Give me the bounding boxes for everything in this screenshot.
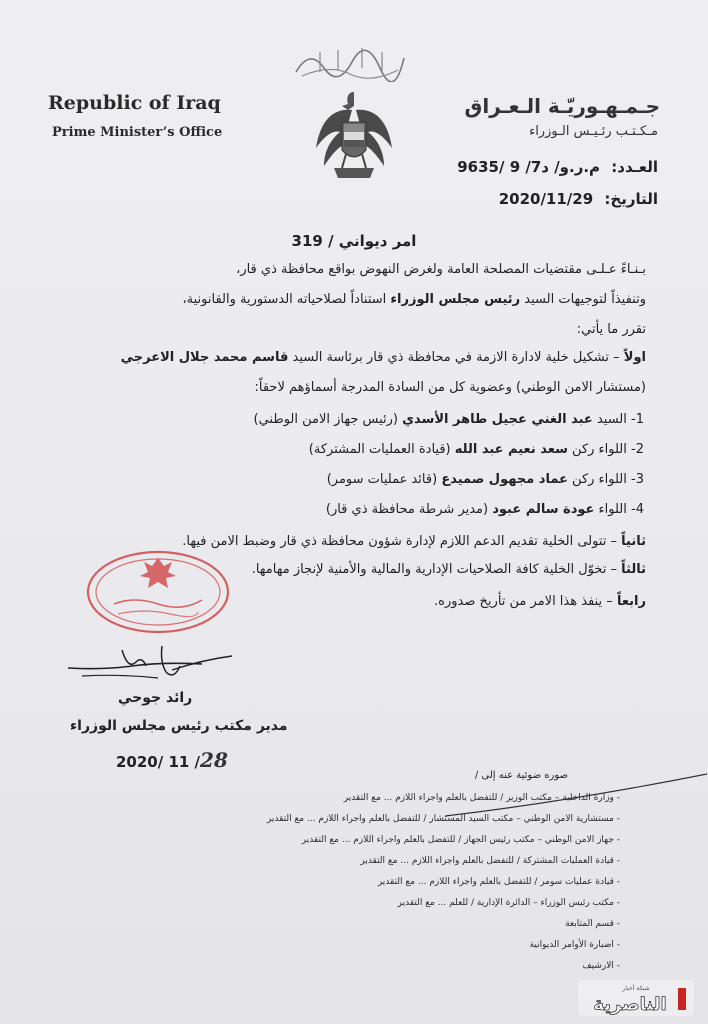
cc-list-item: - قيادة عمليات سومر / للتفضل بالعلم واجراء اللازم ... مع التقدير xyxy=(377,877,620,887)
clause-first-name: قاسم محمد جلال الاعرجي xyxy=(120,350,289,365)
clause-third-text: – تخوّل الخلية كافة الصلاحيات الإدارية والمالية والأمنية لإنجاز مهامها. xyxy=(251,562,622,577)
order-title: امر ديواني / 319 xyxy=(291,232,417,250)
member-prefix: اللواء ركن xyxy=(567,442,627,457)
cc-list-item: - جهاز الامن الوطني – مكتب رئيس الجهاز / للتفضل بالعلم واجراء اللازم ... مع التقدير xyxy=(301,835,620,845)
clause-first-continuation: (مستشار الامن الوطني) وعضوية كل من السادة المدرجة أسماؤهم لاحقاً: xyxy=(254,380,646,395)
clause-second-label: ثانياً xyxy=(621,534,646,549)
alnasiriya-watermark-logo xyxy=(578,980,694,1016)
clause-fourth xyxy=(434,594,646,609)
signer-title: مدير مكتب رئيس مجلس الوزراء xyxy=(70,718,288,734)
intro-line-2-bold: رئيس مجلس الوزراء xyxy=(390,292,521,307)
member-prefix: اللواء ركن xyxy=(567,472,627,487)
prime-minister-office-subtitle: Prime Minister’s Office xyxy=(52,125,223,140)
clause-second-text: – تتولى الخلية تقديم الدعم اللازم لإدارة شؤون محافظة ذي قار وضبط الامن فيها. xyxy=(182,534,622,549)
document-date xyxy=(499,190,658,208)
date-value: 2020/11/29 xyxy=(498,190,594,208)
cc-heading: صوره ضوئية عنه إلى / xyxy=(474,770,568,781)
reference-number xyxy=(457,158,658,176)
intro-line-2-post: استناداً لصلاحياته الدستورية والقانونية، xyxy=(182,292,391,307)
clause-fourth-label: رابعاً xyxy=(616,594,646,609)
cc-list-item: - الارشيف xyxy=(582,961,620,971)
member-item xyxy=(309,442,644,457)
cc-list-item: - قسم المتابعة xyxy=(565,919,620,929)
reference-label: العـدد: xyxy=(611,158,658,176)
member-prefix: السيد xyxy=(592,412,627,427)
member-item xyxy=(327,472,644,487)
member-name: عماد مجهول صميدع xyxy=(441,472,568,487)
member-number: 1- xyxy=(631,412,644,427)
cc-list-item: - وزارة الداخلية – مكتب الوزير / للتفضل بالعلم واجراء اللازم ... مع التقدير xyxy=(343,793,620,803)
date-label: التاريخ: xyxy=(604,190,658,208)
member-role: (رئيس جهاز الامن الوطني) xyxy=(253,412,403,427)
clause-second xyxy=(182,534,646,549)
intro-line-1: بـنـاءً عـلـى مقتضيات المصلحة العامة ولغرض النهوض بواقع محافظة ذي قار، xyxy=(236,262,646,277)
decided-line: تقرر ما يأتي: xyxy=(576,322,646,337)
clause-first xyxy=(121,350,646,365)
member-name: عودة سالم عبود xyxy=(492,502,595,517)
member-prefix: اللواء xyxy=(594,502,627,517)
member-number: 4- xyxy=(631,502,644,517)
signature-date xyxy=(116,748,228,772)
cc-list-item: - قيادة العمليات المشتركة / للتفضل بالعلم واجراء اللازم ... مع التقدير xyxy=(360,856,620,866)
iraq-eagle-emblem-icon xyxy=(312,88,396,188)
watermark-small-text: شبكة أخبار xyxy=(622,985,650,992)
signature-date-printed: 2020/ 11 / xyxy=(116,753,201,771)
cc-list-item: - اضبارة الأوامر الديوانية xyxy=(529,940,620,950)
clause-first-text: – تشكيل خلية لادارة الازمة في محافظة ذي قار برئاسة السيد xyxy=(288,350,624,365)
member-item xyxy=(326,502,644,517)
basmala-calligraphy xyxy=(290,42,410,82)
member-name: سعد نعيم عبد الله xyxy=(454,442,568,457)
republic-of-iraq-title: Republic of Iraq xyxy=(48,92,221,114)
signature-date-handwritten: 28 xyxy=(200,748,228,772)
member-role: (مدير شرطة محافظة ذي قار) xyxy=(325,502,493,517)
clause-fourth-text: – ينفذ هذا الامر من تأريخ صدوره. xyxy=(434,594,617,609)
arabic-office-subtitle: مـكـتـب رئـيـس الـوزراء xyxy=(529,124,658,139)
signer-name: رائد جوحي xyxy=(118,690,193,706)
intro-line-2-pre: وتنفيذاً لتوجيهات السيد xyxy=(520,292,646,307)
arabic-republic-title: جـمـهـوريّـة الـعـراق xyxy=(464,94,660,118)
cc-list-item: - مكتب رئيس الوزراء – الدائرة الإدارية / للعلم ... مع التقدير xyxy=(397,898,620,908)
member-number: 2- xyxy=(631,442,644,457)
official-stamp xyxy=(84,548,232,636)
handwritten-signature xyxy=(62,640,242,688)
reference-value: م.ر.و/ د7/ 9 /9635 xyxy=(457,158,601,176)
member-role: (قيادة العمليات المشتركة) xyxy=(308,442,455,457)
intro-line-2 xyxy=(182,292,646,307)
member-item xyxy=(254,412,644,427)
clause-first-label: اولاً xyxy=(623,350,646,365)
member-number: 3- xyxy=(631,472,644,487)
clause-third xyxy=(252,562,646,577)
member-role: (قائد عمليات سومر) xyxy=(326,472,442,487)
member-name: عبد الغني عجيل طاهر الأسدي xyxy=(402,412,593,427)
watermark-text: الناصرية xyxy=(593,994,667,1015)
clause-third-label: ثالثاً xyxy=(621,562,646,577)
cc-list-item: - مستشارية الامن الوطني – مكتب السيد المستشار / للتفضل بالعلم واجراء اللازم ... مع التقدير xyxy=(266,814,620,824)
